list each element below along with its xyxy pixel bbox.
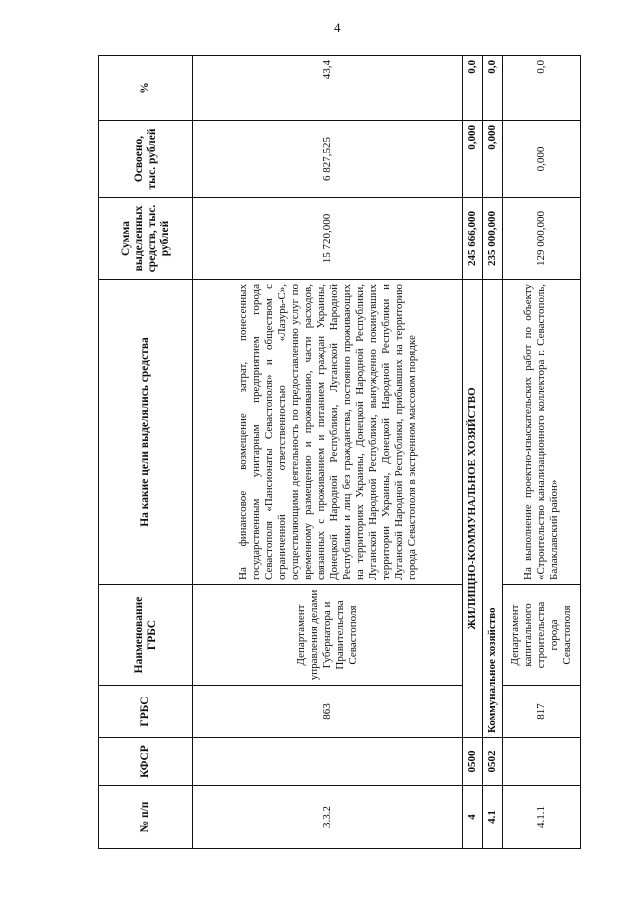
cell-percent: 0,0 <box>463 56 483 121</box>
header-grbs: ГРБС <box>99 686 193 738</box>
cell-percent: 0,0 <box>503 56 581 121</box>
cell-no: 4.1 <box>483 786 503 849</box>
cell-grbs: 863 <box>193 686 463 738</box>
header-grbs-name: Наименование ГРБС <box>99 585 193 686</box>
cell-allocated: 15 720,000 <box>193 198 463 280</box>
budget-table-frame <box>98 56 580 849</box>
cell-spent: 0,000 <box>503 121 581 198</box>
cell-percent: 43,4 <box>193 56 463 121</box>
cell-grbs-name: Департамент управления делами Губернатора и Правительства Севастополя <box>193 585 463 686</box>
cell-no: 3.3.2 <box>193 786 463 849</box>
cell-allocated: 235 000,000 <box>483 198 503 280</box>
table-row <box>483 56 503 849</box>
cell-no: 4 <box>463 786 483 849</box>
cell-allocated: 129 000,000 <box>503 198 581 280</box>
rotated-table-container <box>98 56 580 849</box>
cell-no: 4.1.1 <box>503 786 581 849</box>
cell-percent: 0,0 <box>483 56 503 121</box>
cell-purpose: На финансовое возмещение затрат, понесенных государственным унитарным предприятием города Севастополя «Пансионаты Севастополя» и обществом с ограниченной ответственностью «Лазурь-С», осуществляющими деятельность по предоставлению услуг по временному размещению и проживанию, части расходов, связанных с проживанием и питанием граждан Украины, Донецкой Народной Республики, Луганской Народной Республики и лиц без гражданства, постоянно проживающих на территориях Украины, Донецкой Народной Республики, Луганской Народной Республики, вынужденно покинувших территории Украины, Донецкой Народной Республики и Луганской Народной Республики, прибывших на территорию города Севастополя в экстренном массовом порядке <box>193 280 463 585</box>
cell-spent: 6 827,525 <box>193 121 463 198</box>
budget-allocation-table <box>98 55 581 849</box>
cell-allocated: 245 666,000 <box>463 198 483 280</box>
header-purpose: На какие цели выделялись средства <box>99 280 193 585</box>
header-spent: Освоено, тыс. рублей <box>99 121 193 198</box>
header-allocated: Сумма выделенных средств, тыс. рублей <box>99 198 193 280</box>
page-number: 4 <box>334 20 341 35</box>
cell-spent: 0,000 <box>463 121 483 198</box>
cell-purpose: На выполнение проектно-изыскательских работ по объекту «Строительство канализационного коллектора г. Севастополь, Балаклавский район» <box>503 280 581 585</box>
header-kfsr: КФСР <box>99 738 193 786</box>
table-row <box>503 56 581 849</box>
table-row <box>463 56 483 849</box>
header-no: № п/п <box>99 786 193 849</box>
cell-spent: 0,000 <box>483 121 503 198</box>
cell-kfsr: 0500 <box>463 738 483 786</box>
cell-kfsr: 0502 <box>483 738 503 786</box>
table-header-row <box>99 56 193 849</box>
cell-kfsr <box>193 738 463 786</box>
header-percent: % <box>99 56 193 121</box>
cell-grbs-name: Департамент капитального строительства города Севастополя <box>503 585 581 686</box>
cell-subsection-title: Коммунальное хозяйство <box>483 280 503 738</box>
table-row <box>193 56 463 849</box>
cell-grbs: 817 <box>503 686 581 738</box>
cell-section-title: ЖИЛИЩНО-КОММУНАЛЬНОЕ ХОЗЯЙСТВО <box>463 280 483 738</box>
cell-kfsr <box>503 738 581 786</box>
